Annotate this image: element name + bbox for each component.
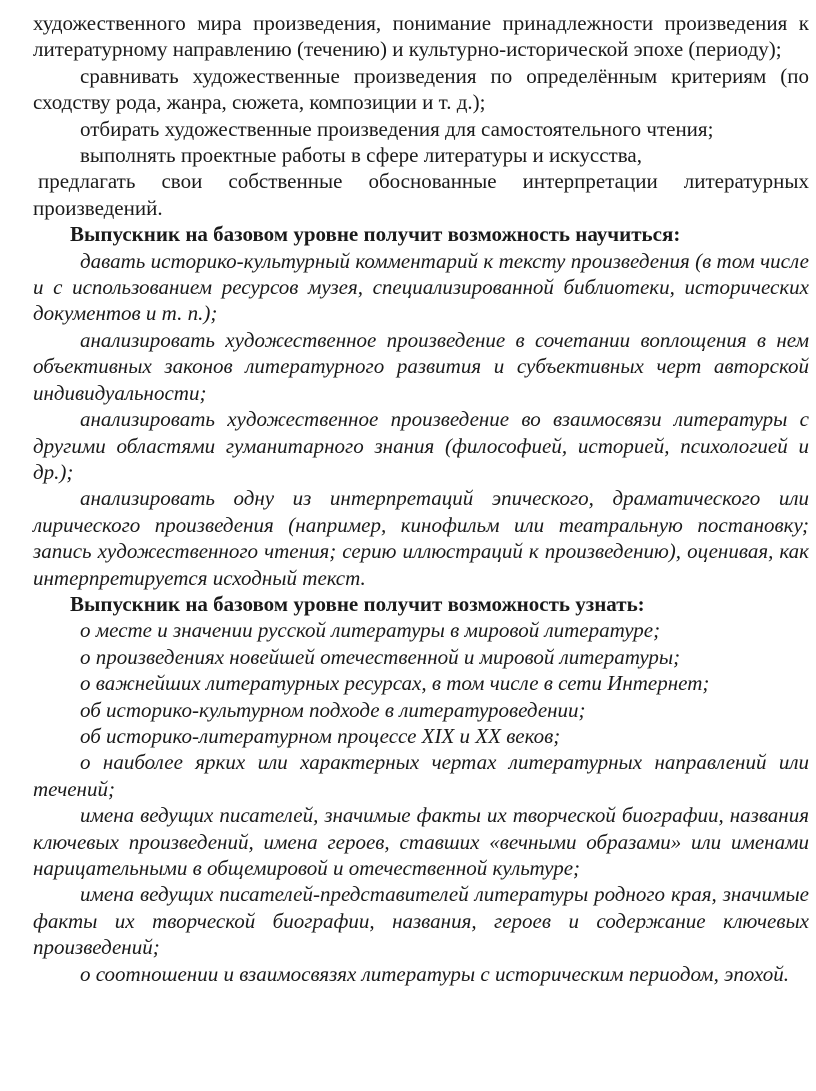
know-item-5: об историко-литературном процессе XIX и XX веков; (80, 723, 561, 748)
know-item-7: имена ведущих писателей, значимые факты их творческой биографии, названия ключевых произведений, имена героев, ставших «вечными образами» или именами нарицательными в общемировой и отечественной культуре; (33, 803, 809, 880)
know-item-9: о соотношении и взаимосвязях литературы с историческим периодом, эпохой. (80, 961, 789, 986)
intro-paragraph-3: отбирать художественные произведения для самостоятельного чтения; (80, 116, 714, 141)
section-know-heading: Выпускник на базовом уровне получит возможность узнать: (70, 591, 645, 616)
know-item-8: имена ведущих писателей-представителей литературы родного края, значимые факты их творческой биографии, названия, героев и содержание ключевых произведений; (33, 882, 809, 960)
know-item-6: о наиболее ярких или характерных чертах литературных направлений или течений; (33, 750, 809, 801)
know-item-3: о важнейших литературных ресурсах, в том числе в сети Интернет; (80, 671, 710, 696)
learn-item-1: давать историко-культурный комментарий к тексту произведения (в том числе и с использованием ресурсов музея, специализированной библиотеки, исторических документов и т. п.); (33, 248, 809, 326)
learn-item-2: анализировать художественное произведение в сочетании воплощения в нем объективных законов литературного развития и субъективных черт авторской индивидуальности; (33, 327, 809, 405)
intro-paragraph-1: художественного мира произведения, понимание принадлежности произведения к литературному направлению (течению) и культурно-исторической эпохе (периоду); (33, 11, 809, 62)
know-item-2: о произведениях новейшей отечественной и мировой литературы; (80, 644, 681, 669)
know-item-1: о месте и значении русской литературы в мировой литературе; (80, 618, 661, 643)
intro-paragraph-5: предлагать свои собственные обоснованные интерпретации литературных произведений. (33, 169, 809, 220)
intro-paragraph-2: сравнивать художественные произведения по определённым критериям (по сходству рода, жанра, сюжета, композиции и т. д.); (33, 63, 809, 115)
know-item-4: об историко-культурном подходе в литературоведении; (80, 697, 586, 722)
document-body (33, 10, 809, 987)
section-learn-heading: Выпускник на базовом уровне получит возможность научиться: (70, 222, 681, 247)
learn-item-3: анализировать художественное произведение во взаимосвязи литературы с другими областями гуманитарного знания (философией, историей, психологией и др.); (33, 407, 809, 484)
intro-paragraph-4: выполнять проектные работы в сфере литературы и искусства, (80, 143, 642, 168)
learn-item-4: анализировать одну из интерпретаций эпического, драматического или лирического произведения (например, кинофильм или театральную постановку; запись художественного чтения; серию иллюстраций к произведению), оценивая, как интерпретируется исходный текст. (33, 486, 809, 590)
